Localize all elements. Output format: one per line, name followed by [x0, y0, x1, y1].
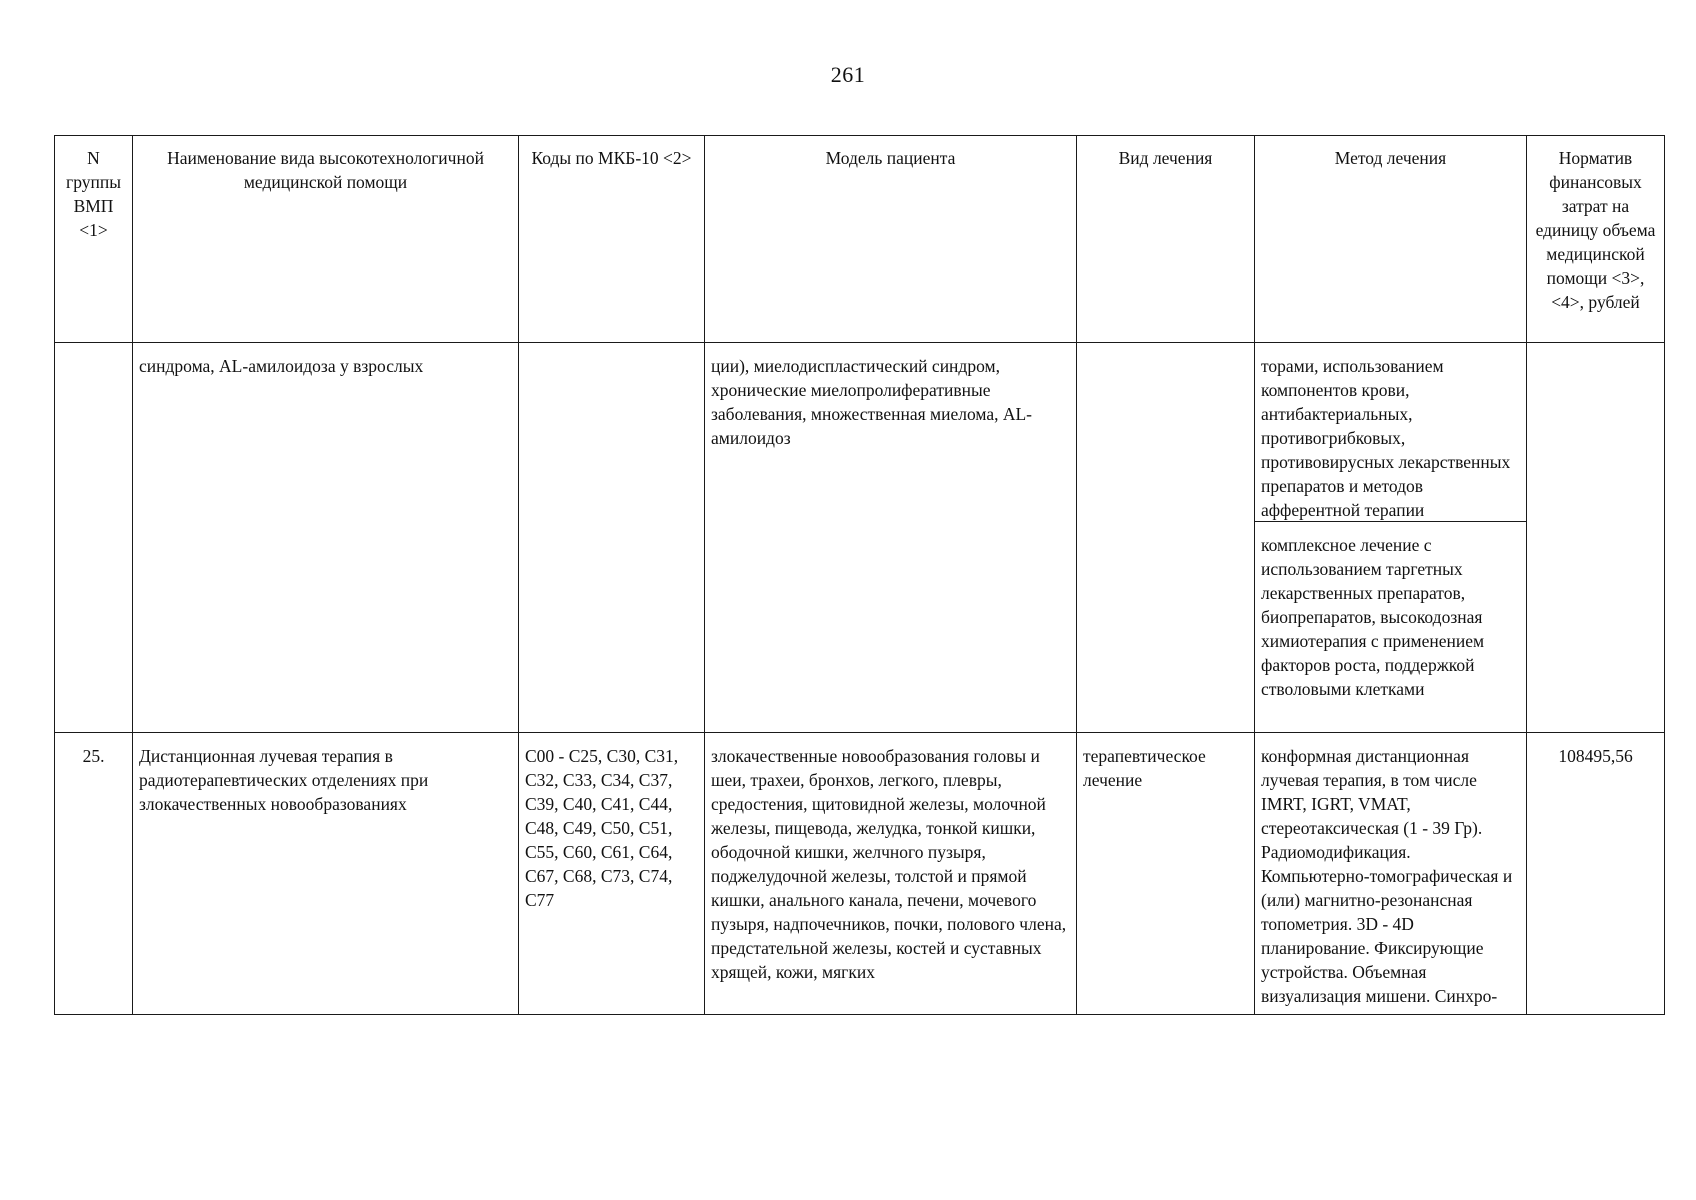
header-patient-model: Модель пациента — [705, 136, 1077, 343]
header-care-name: Наименование вида высокотехнологичной медицинской помощи — [133, 136, 519, 343]
cost-norm-cell: 108495,56 — [1527, 733, 1665, 1015]
patient-model-cell: ции), миелодиспластический синдром, хронические миелопролиферативные заболевания, множественная миелома, AL-амилоидоз — [705, 343, 1077, 733]
cost-norm-cell — [1527, 343, 1665, 733]
header-group-number: N группы ВМП <1> — [55, 136, 133, 343]
header-treatment-type: Вид лечения — [1077, 136, 1255, 343]
group-number-cell: 25. — [55, 733, 133, 1015]
header-icd-codes: Коды по МКБ-10 <2> — [519, 136, 705, 343]
care-name-cell: синдрома, AL-амилоидоза у взрослых — [133, 343, 519, 733]
table-row — [55, 733, 1665, 1015]
header-row — [55, 136, 1665, 343]
page-number: 261 — [830, 62, 866, 87]
treatment-type-cell: терапевтическое лечение — [1077, 733, 1255, 1015]
icd-codes-cell — [519, 343, 705, 733]
patient-model-cell: злокачественные новообразования головы и шеи, трахеи, бронхов, легкого, плевры, средостения, щитовидной железы, молочной железы, пищевода, желудка, тонкой кишки, ободочной кишки, желчного пузыря, поджелудочной железы, толстой и прямой кишки, анального канала, печени, мочевого пузыря, надпочечников, почки, полового члена, предстательной железы, костей и суставных хрящей, кожи, мягких — [705, 733, 1077, 1015]
treatment-method-item: торами, использованием компонентов крови, антибактериальных, противогрибковых, противовирусных лекарственных препаратов и методов афферентной терапии — [1255, 343, 1526, 522]
header-treatment-method: Метод лечения — [1255, 136, 1527, 343]
treatment-method-cell: конформная дистанционная лучевая терапия, в том числе IMRT, IGRT, VMAT, стереотаксическая (1 - 39 Гр). Радиомодификация. Компьютерно-томографическая и (или) магнитно-резонансная топометрия. 3D - 4D планирование. Фиксирующие устройства. Объемная визуализация мишени. Синхро- — [1255, 733, 1527, 1015]
treatment-method-cell — [1255, 343, 1527, 733]
icd-codes-cell: C00 - C25, C30, C31, C32, C33, C34, C37, C39, C40, C41, C44, C48, C49, C50, C51, C55, C60, C61, C64, C67, C68, C73, C74, C77 — [519, 733, 705, 1015]
vmp-table — [54, 135, 1665, 1015]
table-row — [55, 343, 1665, 733]
care-name-cell: Дистанционная лучевая терапия в радиотерапевтических отделениях при злокачественных новообразованиях — [133, 733, 519, 1015]
header-cost-norm: Норматив финансовых затрат на единицу объема медицинской помощи <3>, <4>, рублей — [1527, 136, 1665, 343]
treatment-type-cell — [1077, 343, 1255, 733]
treatment-method-item: комплексное лечение с использованием таргетных лекарственных препаратов, биопрепаратов, высокодозная химиотерапия с применением факторов роста, поддержкой стволовыми клетками — [1261, 535, 1485, 699]
group-number-cell — [55, 343, 133, 733]
